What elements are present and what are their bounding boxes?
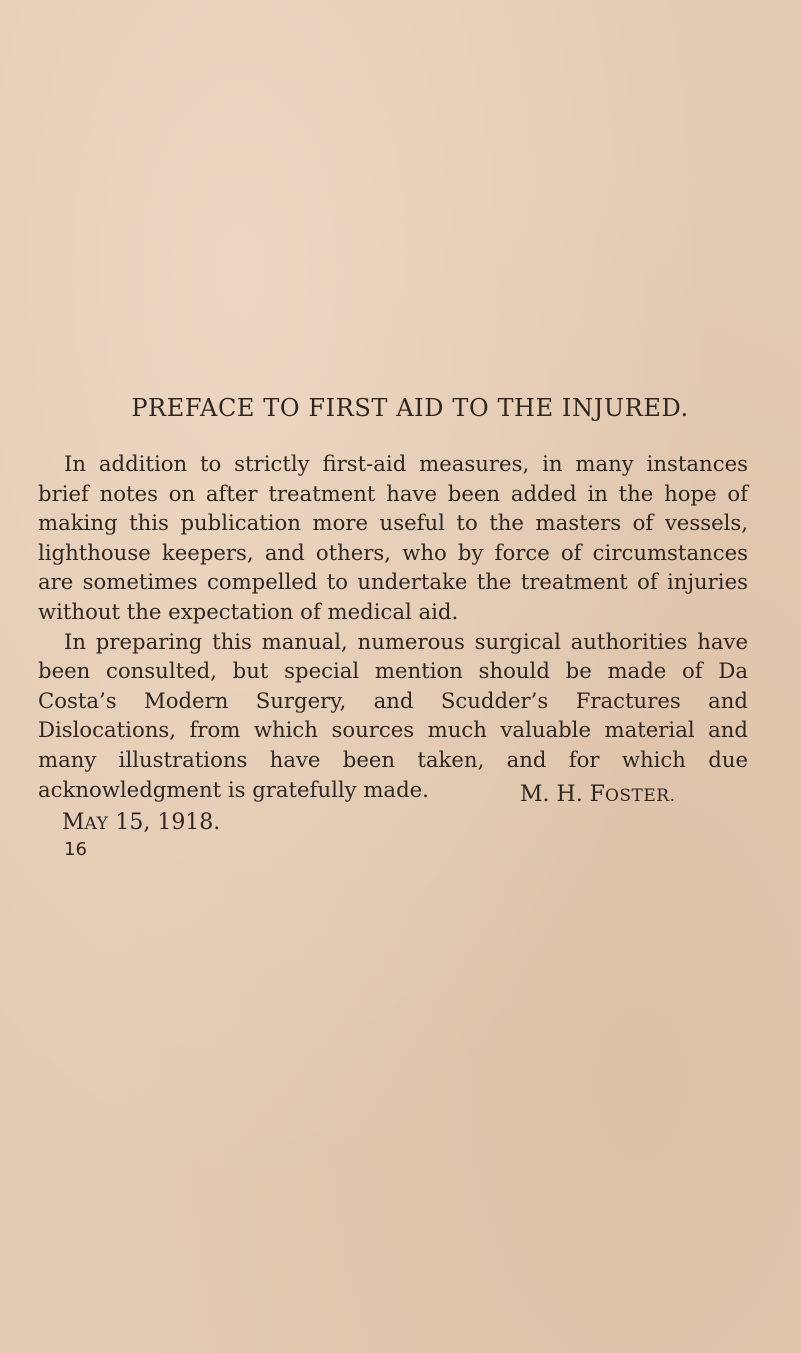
date-day-year: 15, 1918.: [108, 810, 221, 835]
signature-surname: OSTER.: [604, 786, 676, 806]
signature-initials: M. H. F: [520, 782, 605, 807]
date-month-rest: AY: [84, 814, 109, 834]
page-number: 16: [64, 839, 87, 860]
paragraph-2: In preparing this manual, numerous surgical authorities have been consulted, but special mention should be made of Da Costa’s Modern Surgery, and Scudder’s Fractures and Dislocations, from which sources much valuable material and many illustrations have been taken, and for which due acknowledgment is gratefully made.: [38, 628, 748, 802]
preface-body: [38, 449, 748, 804]
date-month-initial: M: [62, 810, 85, 835]
page-title: PREFACE TO FIRST AID TO THE INJURED.: [131, 394, 689, 422]
preface-date: [62, 810, 220, 835]
author-signature: [520, 782, 676, 807]
paragraph-1: In addition to strictly first-aid measures, in many instances brief notes on after treatment have been added in the hope of making this publication more useful to the masters of vessels, lighthouse keepers, and others, who by force of circumstances are sometimes compelled to undertake the treatment of injuries without the expectation of medical aid.: [38, 451, 748, 624]
